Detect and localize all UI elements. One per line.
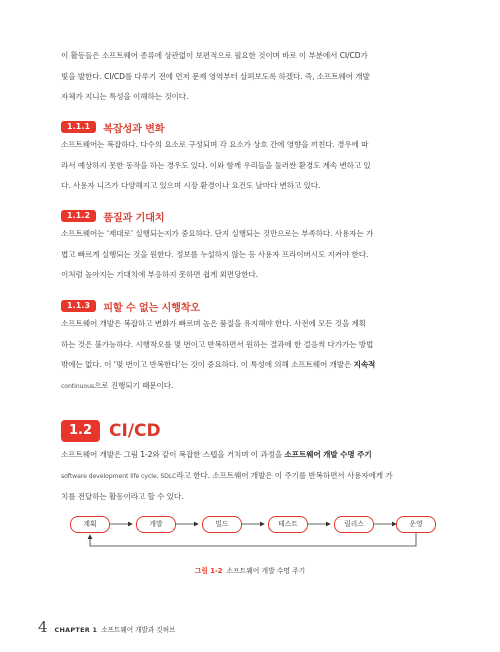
chapter-name: 소프트웨어 개발과 깃허브 [101,626,176,634]
section-number-badge: 1.1.1 [61,121,96,133]
section-paragraph-1-1-2 [61,224,441,286]
feedback-loop-arrow [90,532,416,546]
figure-caption-text: 소프트웨어 개발 수명 주기 [226,567,306,575]
english-term: continuous [61,382,95,390]
section-title: 피할 수 없는 시행착오 [103,302,201,314]
chapter-paragraph [61,445,441,508]
section-heading-1-1-3 [61,299,200,313]
section-heading-1-1-2 [61,209,164,223]
intro-paragraph [61,46,441,108]
intro-line: 자체가 지니는 특성을 이해하는 것이다. [61,92,189,101]
section-paragraph-1-1-3 [61,314,441,397]
paragraph-text: 밖에는 없다. 이 ‘몇 번이고 반복한다’는 것이 중요하다. 이 특성에 의해 소프트웨어 개발은 [61,360,354,369]
section-number-badge: 1.1.2 [61,210,96,222]
paragraph-line: 소프트웨어는 복잡하다. 다수의 요소로 구성되며 각 요소가 상호 간에 영향을 끼친다. 경우에 따 [61,140,369,149]
paragraph-line [61,445,441,466]
chapter-tag: CHAPTER 1 [54,626,98,634]
diagram-arrows [60,508,440,558]
section-paragraph-1-1-1 [61,135,441,197]
figure-caption [60,565,440,575]
paragraph-line [61,466,441,488]
section-title: 품질과 기대치 [103,212,165,224]
intro-line: 이 활동들은 소프트웨어 종류에 상관없이 보편적으로 필요한 것이며 바로 이 부분에서 CI/CD가 [61,51,368,60]
paragraph-line: 치를 전달하는 활동이라고 할 수 있다. [61,492,184,501]
section-number-badge: 1.1.3 [61,300,96,312]
section-heading-1-1-1 [61,120,164,134]
paragraph-line [61,355,441,376]
paragraph-text: 으로 진행되기 때문이다. [94,380,174,390]
sdlc-step-test: 테스트 [268,516,308,533]
sdlc-step-operate: 운영 [396,516,436,533]
emphasis-term: 소프트웨어 개발 수명 주기 [284,450,372,459]
sdlc-step-develop: 개발 [136,516,176,533]
section-title: 복잡성과 변화 [103,123,165,135]
chapter-title: CI/CD [109,421,161,441]
paragraph-line: 다. 사용자 니즈가 다양해지고 있으며 시장 환경이나 요건도 날마다 변하고 있다. [61,181,321,190]
page-number: 4 [38,618,48,636]
sdlc-diagram [60,508,440,575]
sdlc-step-plan: 계획 [70,516,110,533]
paragraph-line: 이처럼 높아지는 기대치에 부응하지 못하면 쉽게 외면당한다. [61,270,259,279]
paragraph-text: 라고 한다. 소프트웨어 개발은 이 주기를 반복하면서 사용자에게 가 [176,470,393,480]
paragraph-line [61,376,441,398]
english-term: software development life cycle, SDLC [61,472,177,480]
figure-label: 그림 1-2 [194,567,223,575]
paragraph-line: 하는 것은 불가능하다. 시행착오를 몇 번이고 반복하면서 원하는 결과에 한 걸음씩 다가가는 방법 [61,339,374,349]
intro-line: 빛을 발한다. CI/CD를 다루기 전에 먼저 문제 영역부터 살펴보도록 하겠다. 즉, 소프트웨어 개발 [61,71,370,81]
paragraph-line: 소프트웨어는 ‘제대로’ 실행되는지가 중요하다. 단지 실행되는 것만으로는 부족하다. 사용자는 가 [61,229,374,238]
paragraph-text: 소프트웨어 개발은 그림 1-2와 같이 복잡한 스텝을 거치며 이 과정을 [61,450,285,459]
sdlc-step-build: 빌드 [202,516,242,533]
chapter-heading-1-2 [61,418,161,444]
page-footer [38,618,176,636]
paragraph-line: 볍고 빠르게 실행되는 것을 원한다. 정보를 누설하지 않는 등 사용자 프라이버시도 지켜야 한다. [61,249,369,259]
sdlc-step-release: 릴리스 [334,516,374,533]
paragraph-line: 라서 예상하지 못한 동작을 하는 경우도 있다. 이와 함께 우리들을 둘러싼 환경도 계속 변하고 있 [61,160,371,170]
paragraph-line: 소프트웨어 개발은 복잡하고 변화가 빠르며 높은 품질을 유지해야 한다. 사전에 모든 것을 계획 [61,319,367,328]
emphasis-term: 지속적 [353,360,376,369]
chapter-number-badge: 1.2 [61,420,100,442]
